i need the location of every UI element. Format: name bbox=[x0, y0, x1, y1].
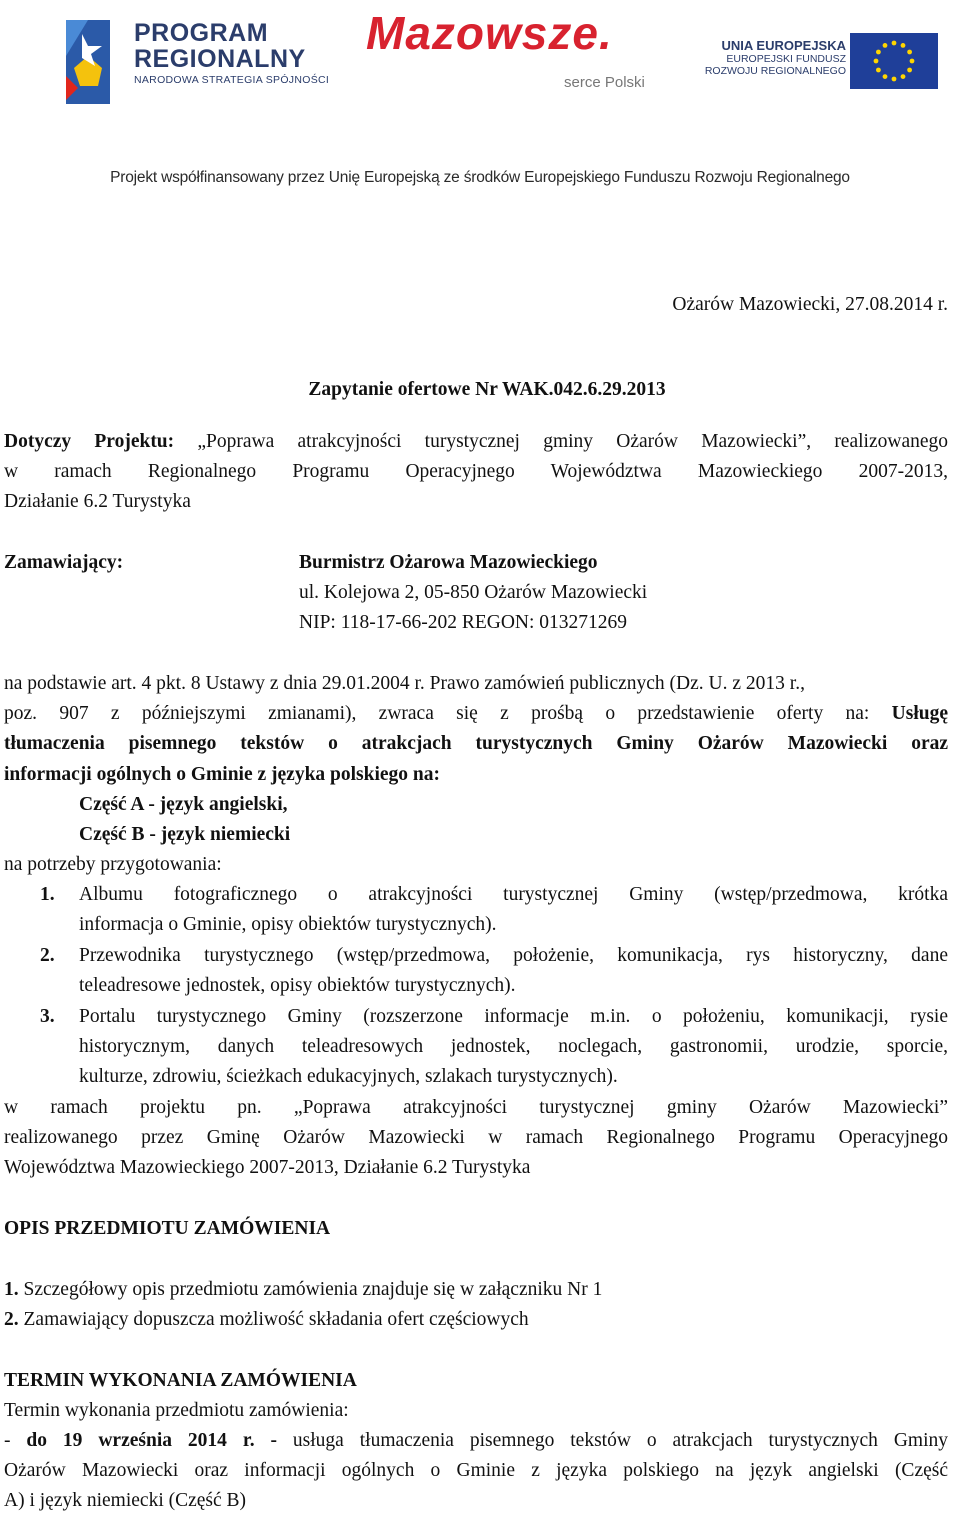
part-b: Część B - język niemiecki bbox=[79, 824, 291, 845]
zamawiajacy-name: Burmistrz Ożarowa Mazowieckiego bbox=[299, 552, 598, 573]
list-item-1-l1: Albumu fotograficznego o atrakcyjności turystycznej Gminy (wstęp/przedmowa, krótka bbox=[79, 884, 948, 905]
opis-num-2: 2. bbox=[4, 1309, 19, 1330]
list-num-3: 3. bbox=[40, 1006, 55, 1027]
zamawiajacy-ids: NIP: 118-17-66-202 REGON: 013271269 bbox=[299, 612, 628, 633]
opis-item-1 bbox=[4, 1275, 948, 1305]
termin-line-2: Ożarów Mazowiecki oraz informacji ogólnych o Gminie z języka polskiego na język angielski (Część bbox=[4, 1460, 948, 1481]
list-item-2-l1: Przewodnika turystycznego (wstęp/przedmowa, położenie, komunikacja, rys historyczny, dane bbox=[79, 945, 948, 966]
mazowsze-logo bbox=[366, 7, 656, 96]
termin-heading: TERMIN WYKONANIA ZAMÓWIENIA bbox=[4, 1370, 357, 1391]
basis-line-3: tłumaczenia pisemnego tekstów o atrakcjach turystycznych Gminy Ożarów Mazowiecki oraz bbox=[4, 733, 948, 754]
termin-date: do 19 września 2014 r. - bbox=[26, 1430, 277, 1451]
basis-l2a: poz. 907 z późniejszymi zmianami), zwraca się z prośbą o przedstawienie oferty na: bbox=[4, 703, 870, 724]
w-ramach-line-2: realizowanego przez Gminę Ożarów Mazowiecki w ramach Regionalnego Programu Operacyjnego bbox=[4, 1127, 948, 1148]
list-num-2: 2. bbox=[40, 945, 55, 966]
project-label: Dotyczy Projektu: bbox=[4, 431, 175, 452]
basis-l2b: Usługę bbox=[891, 703, 949, 724]
opis-item-2 bbox=[4, 1305, 948, 1335]
termin-line-3: A) i język niemiecki (Część B) bbox=[4, 1490, 247, 1511]
opis-text-2: Zamawiający dopuszcza możliwość składania ofert częściowych bbox=[23, 1309, 529, 1330]
project-line-2: w ramach Regionalnego Programu Operacyjnego Województwa Mazowieckiego 2007-2013, bbox=[4, 461, 948, 482]
zamawiajacy-address: ul. Kolejowa 2, 05-850 Ożarów Mazowiecki bbox=[299, 582, 648, 603]
ue-line2: EUROPEJSKI FUNDUSZ bbox=[726, 53, 846, 65]
project-l1: „Poprawa atrakcyjności turystycznej gminy Ożarów Mazowiecki”, realizowanego bbox=[197, 431, 949, 452]
ue-line3: ROZWOJU REGIONALNEGO bbox=[704, 65, 846, 77]
termin-line-1 bbox=[4, 1426, 948, 1456]
list-item-3-l3: kulturze, zdrowiu, ścieżkach edukacyjnych, szlakach turystycznych). bbox=[79, 1066, 618, 1087]
termin-intro: Termin wykonania przedmiotu zamówienia: bbox=[4, 1400, 349, 1421]
opis-num-1: 1. bbox=[4, 1279, 19, 1300]
list-item-1-l2: informacja o Gminie, opisy obiektów turystycznych). bbox=[79, 914, 497, 935]
mazowsze-sub: serce Polski bbox=[564, 74, 645, 91]
w-ramach-line-1: w ramach projektu pn. „Poprawa atrakcyjności turystycznej gminy Ożarów Mazowiecki” bbox=[4, 1097, 948, 1118]
eu-flag-icon bbox=[850, 33, 938, 89]
cofinancing-note: Projekt współfinansowany przez Unię Europejską ze środków Europejskiego Funduszu Rozwoju Regionalnego bbox=[110, 169, 850, 186]
termin-l1-rest: usługa tłumaczenia pisemnego tekstów o atrakcjach turystycznych Gminy bbox=[277, 1430, 948, 1451]
list-item-3-l2: historycznym, danych teleadresowych jednostek, noclegach, gastronomii, urodzie, sporcie, bbox=[79, 1036, 948, 1057]
needs-line: na potrzeby przygotowania: bbox=[4, 854, 222, 875]
termin-dash: - bbox=[4, 1430, 27, 1451]
document-date: Ożarów Mazowiecki, 27.08.2014 r. bbox=[672, 294, 948, 315]
project-line-3: Działanie 6.2 Turystyka bbox=[4, 491, 191, 512]
ue-text bbox=[694, 38, 846, 77]
project-line-1 bbox=[4, 427, 948, 457]
w-ramach-line-3: Województwa Mazowieckiego 2007-2013, Działanie 6.2 Turystyka bbox=[4, 1157, 531, 1178]
document-title: Zapytanie ofertowe Nr WAK.042.6.29.2013 bbox=[308, 379, 666, 400]
basis-line-1: na podstawie art. 4 pkt. 8 Ustawy z dnia 29.01.2004 r. Prawo zamówień publicznych (Dz. U. z 2013 r., bbox=[4, 673, 805, 694]
list-item-3-l1: Portalu turystycznego Gminy (rozszerzone informacje m.in. o położeniu, komunikacji, rysie bbox=[79, 1006, 948, 1027]
program-line3: NARODOWA STRATEGIA SPÓJNOŚCI bbox=[134, 74, 330, 86]
program-line1: PROGRAM bbox=[134, 19, 269, 47]
opis-text-1: Szczegółowy opis przedmiotu zamówienia znajduje się w załączniku Nr 1 bbox=[23, 1279, 603, 1300]
basis-line-4: informacji ogólnych o Gminie z języka polskiego na: bbox=[4, 764, 441, 785]
header-logos bbox=[0, 0, 960, 130]
zamawiajacy-label: Zamawiający: bbox=[4, 552, 124, 573]
part-a: Część A - język angielski, bbox=[79, 794, 288, 815]
list-num-1: 1. bbox=[40, 884, 55, 905]
ue-line1: UNIA EUROPEJSKA bbox=[721, 38, 846, 53]
program-regionalny-text bbox=[76, 20, 329, 88]
mazowsze-word: Mazowsze. bbox=[366, 7, 613, 59]
program-line2: REGIONALNY bbox=[134, 45, 306, 73]
basis-line-2 bbox=[4, 699, 948, 729]
opis-heading: OPIS PRZEDMIOTU ZAMÓWIENIA bbox=[4, 1218, 331, 1239]
list-item-2-l2: teleadresowe jednostek, opisy obiektów turystycznych). bbox=[79, 975, 516, 996]
